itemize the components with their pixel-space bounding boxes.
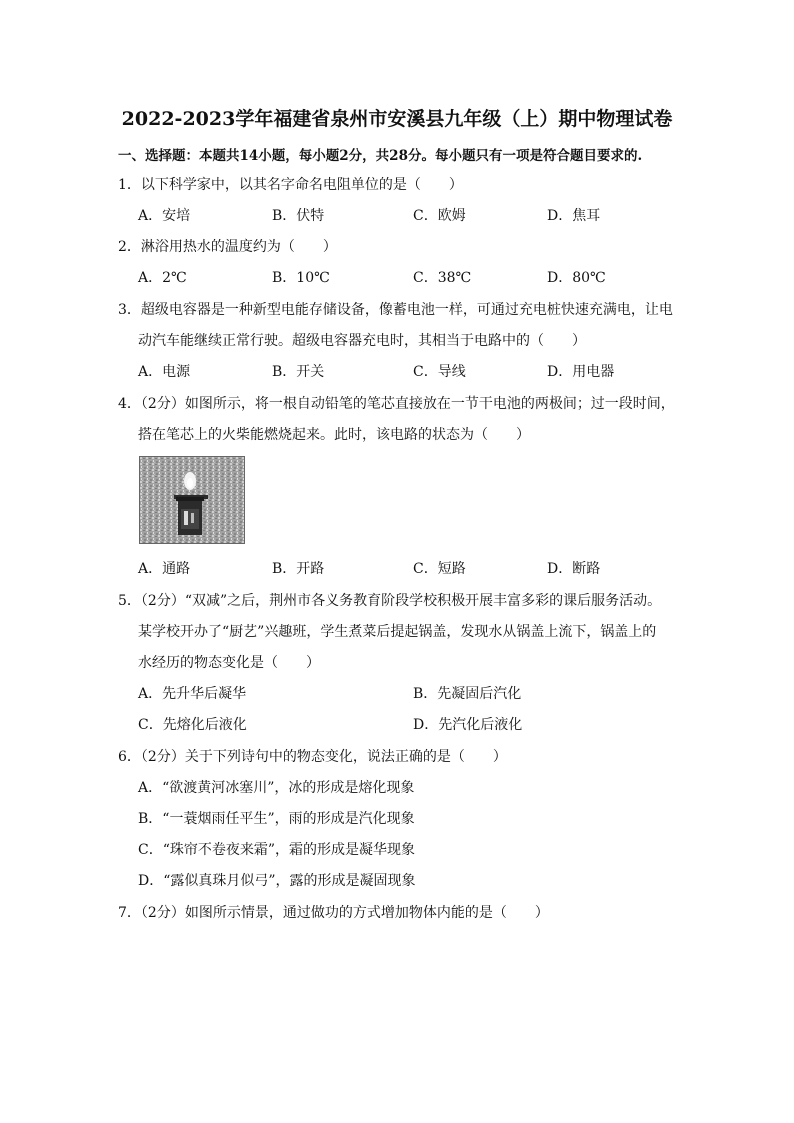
question-4-option-d: D．断路 bbox=[547, 561, 601, 577]
question-2-text: 2．淋浴用热水的温度约为（ ） bbox=[118, 239, 337, 255]
question-4-text-line-2: 搭在笔芯上的火柴能燃烧起来。此时，该电路的状态为（ ） bbox=[138, 427, 530, 443]
question-5-option-a: A．先升华后凝华 bbox=[138, 686, 247, 702]
question-6-option-c: C．“珠帘不卷夜来霜”，霜的形成是凝华现象 bbox=[138, 842, 416, 858]
question-6-option-b: B．“一蓑烟雨任平生”，雨的形成是汽化现象 bbox=[138, 811, 415, 827]
question-3-option-a: A．电源 bbox=[138, 364, 191, 380]
question-6-option-a: A．“欲渡黄河冰塞川”，冰的形成是熔化现象 bbox=[138, 780, 415, 796]
question-4-text-line-1: 4．（2分）如图所示，将一根自动铅笔的笔芯直接放在一节干电池的两极间；过一段时间， bbox=[118, 396, 675, 412]
question-4-option-b: B．开路 bbox=[272, 561, 325, 577]
question-2-option-d: D．80℃ bbox=[547, 270, 606, 286]
question-3-text-line-2: 动汽车能继续正常行驶。超级电容器充电时，其相当于电路中的（ ） bbox=[138, 333, 586, 349]
question-5-text-line-1: 5．（2分）“双减”之后，荆州市各义务教育阶段学校积极开展丰富多彩的课后服务活动。 bbox=[118, 593, 662, 609]
question-5-option-b: B．先凝固后汽化 bbox=[413, 686, 522, 702]
question-6-text: 6．（2分）关于下列诗句中的物态变化，说法正确的是（ ） bbox=[118, 749, 507, 765]
question-5-option-c: C．先熔化后液化 bbox=[138, 717, 247, 733]
question-1-option-a: A．安培 bbox=[138, 208, 191, 224]
question-7-text: 7．（2分）如图所示情景，通过做功的方式增加物体内能的是（ ） bbox=[118, 905, 549, 921]
question-3-option-c: C．导线 bbox=[413, 364, 466, 380]
question-5-text-line-3: 水经历的物态变化是（ ） bbox=[138, 655, 320, 671]
page-title: 2022-2023学年福建省泉州市安溪县九年级（上）期中物理试卷 bbox=[121, 108, 673, 130]
question-5-option-d: D．先汽化后液化 bbox=[413, 717, 523, 733]
question-2-option-c: C．38℃ bbox=[413, 270, 472, 286]
question-1-text: 1．以下科学家中，以其名字命名电阻单位的是（ ） bbox=[118, 177, 463, 193]
question-4-option-a: A．通路 bbox=[138, 561, 191, 577]
question-1-option-c: C．欧姆 bbox=[413, 208, 466, 224]
question-3-option-d: D．用电器 bbox=[547, 364, 615, 380]
question-2-option-b: B．10℃ bbox=[272, 270, 330, 286]
section-heading: 一、选择题：本题共14小题，每小题2分，共28分。每小题只有一项是符合题目要求的. bbox=[118, 148, 643, 164]
question-1-option-d: D．焦耳 bbox=[547, 208, 601, 224]
question-4-option-c: C．短路 bbox=[413, 561, 466, 577]
question-5-text-line-2: 某学校开办了“厨艺”兴趣班，学生煮菜后提起锅盖，发现水从锅盖上流下，锅盖上的 bbox=[138, 624, 657, 640]
battery-pencil-lead-photo bbox=[139, 456, 245, 544]
question-1-option-b: B．伏特 bbox=[272, 208, 325, 224]
question-3-option-b: B．开关 bbox=[272, 364, 325, 380]
question-6-option-d: D．“露似真珠月似弓”，露的形成是凝固现象 bbox=[138, 873, 416, 889]
question-3-text-line-1: 3．超级电容器是一种新型电能存储设备，像蓄电池一样，可通过充电桩快速充满电，让电 bbox=[118, 302, 673, 318]
question-2-option-a: A．2℃ bbox=[138, 270, 187, 286]
